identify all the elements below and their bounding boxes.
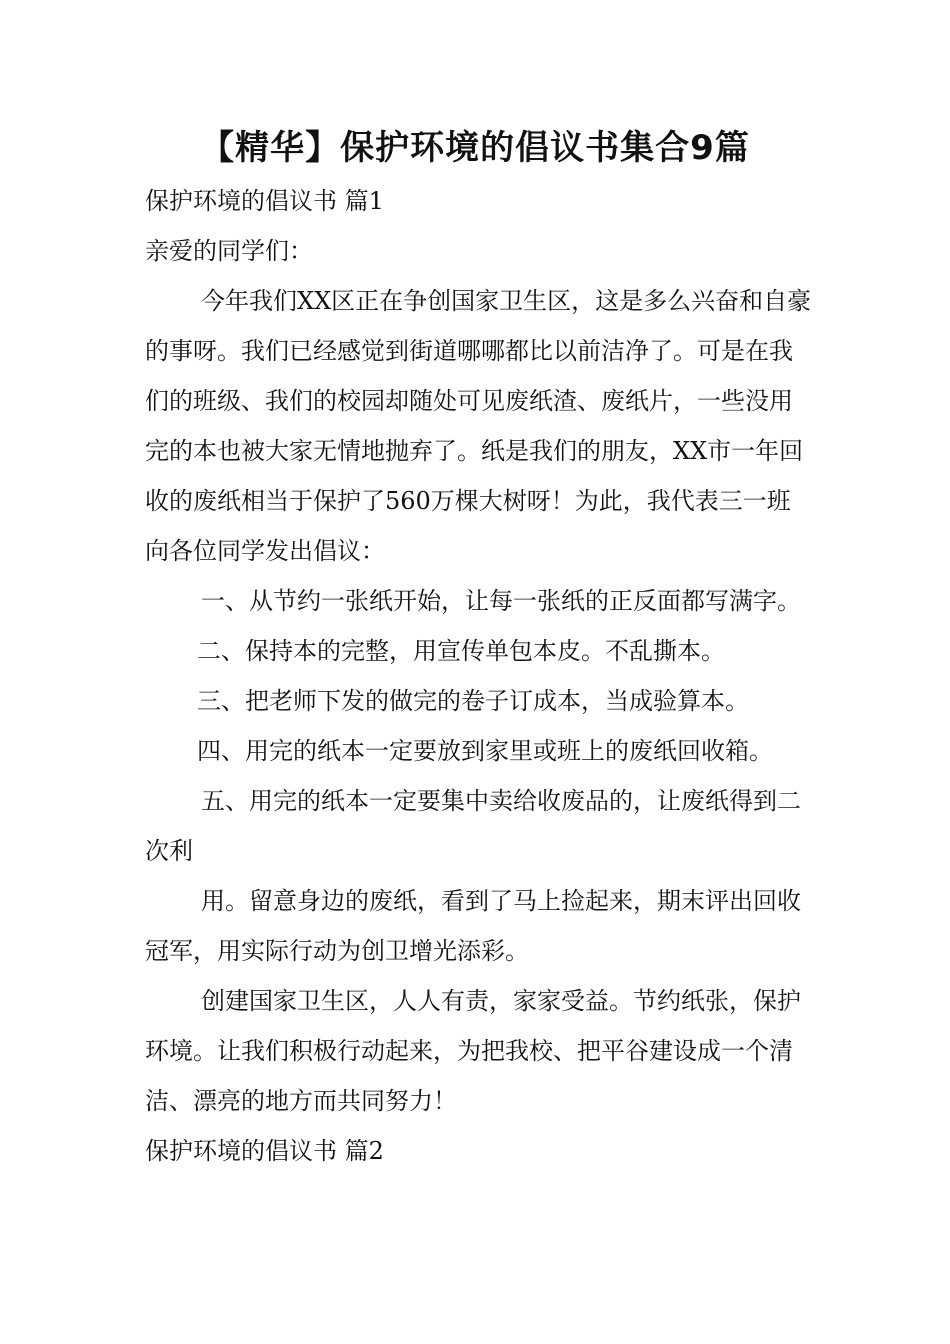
proposal-item-2: 二、保持本的完整，用宣传单包本皮。不乱撕本。 bbox=[197, 637, 725, 665]
paragraph-intro: 今年我们XX区正在争创国家卫生区，这是多么兴奋和自豪的事呀。我们已经感觉到街道哪哪都比以前洁净了。可是在我们的班级、我们的校园却随处可见废纸渣、废纸片，一些没用完的本也被大家无情地抛弃了。纸是我们的朋友，XX市一年回收的废纸相当于保护了560万棵大树呀！为此，我代表三一班向各位同学发出倡议： bbox=[145, 287, 812, 565]
paragraph-continuation: 用。留意身边的废纸，看到了马上捡起来，期末评出回收冠军，用实际行动为创卫增光添彩。 bbox=[145, 887, 801, 965]
document-body bbox=[145, 176, 813, 1176]
proposal-item-3: 三、把老师下发的做完的卷子订成本，当成验算本。 bbox=[197, 687, 749, 715]
salutation: 亲爱的同学们： bbox=[145, 237, 313, 265]
proposal-item-1: 一、从节约一张纸开始，让每一张纸的正反面都写满字。 bbox=[201, 587, 801, 615]
paragraph-closing: 创建国家卫生区，人人有责，家家受益。节约纸张，保护环境。让我们积极行动起来，为把我校、把平谷建设成一个清洁、漂亮的地方而共同努力！ bbox=[145, 987, 801, 1115]
section-heading-1: 保护环境的倡议书 篇1 bbox=[145, 187, 384, 215]
document-title: 【精华】保护环境的倡议书集合9篇 bbox=[200, 128, 750, 168]
proposal-item-5: 五、用完的纸本一定要集中卖给收废品的，让废纸得到二次利 bbox=[145, 787, 801, 865]
proposal-item-4: 四、用完的纸本一定要放到家里或班上的废纸回收箱。 bbox=[197, 737, 773, 765]
section-heading-2: 保护环境的倡议书 篇2 bbox=[145, 1137, 384, 1165]
